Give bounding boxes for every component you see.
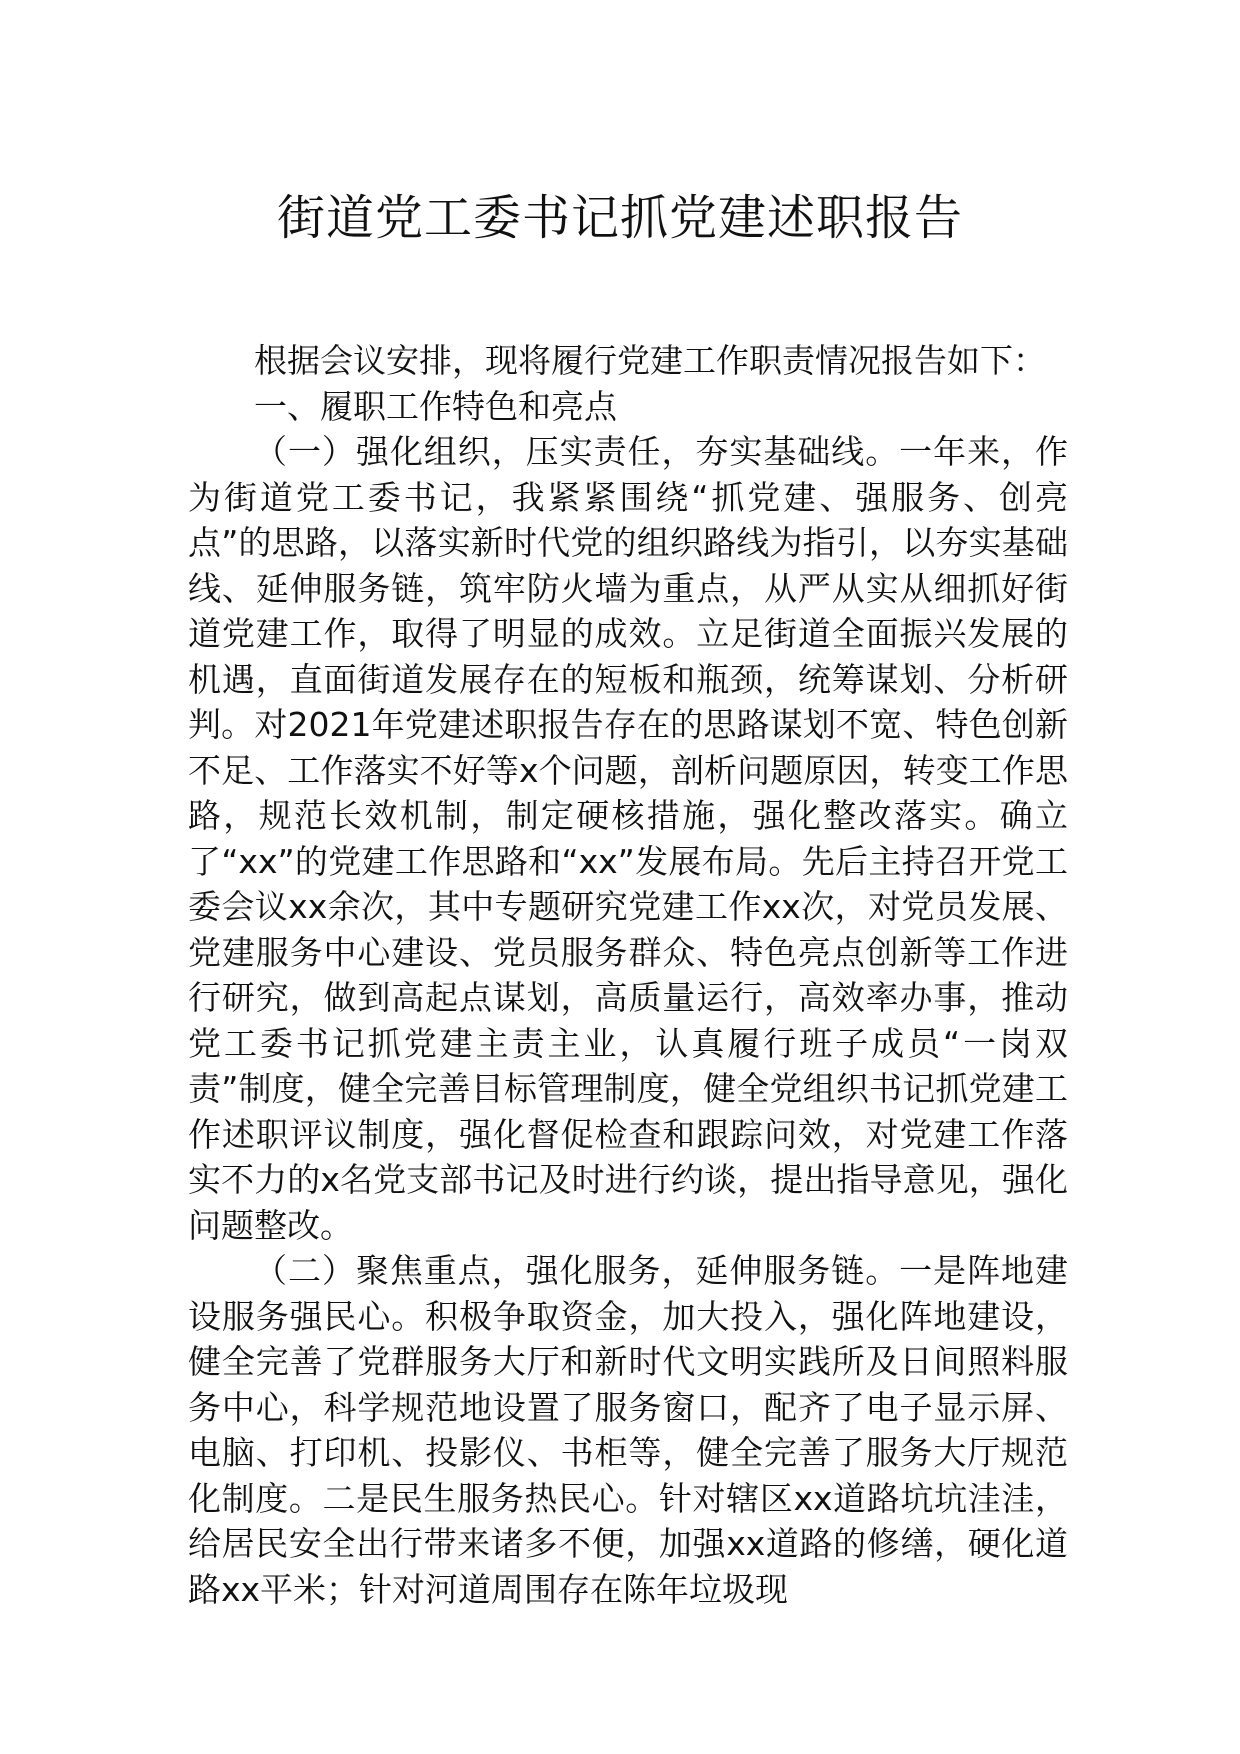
paragraph-section-2: （二）聚焦重点，强化服务，延伸服务链。一是阵地建设服务强民心。积极争取资金，加大投入，强化阵地建设，健全完善了党群服务大厅和新时代文明实践所及日间照料服务中心，科学规范地设置了服务窗口，配齐了电子显示屏、电脑、打印机、投影仪、书柜等，健全完善了服务大厅规范化制度。二是民生服务热民心。针对辖区xx道路坑坑洼洼，给居民安全出行带来诸多不便，加强xx道路的修缮，硬化道路xx平米；针对河道周围存在陈年垃圾现 [188,1251,1068,1609]
paragraph-intro: 根据会议安排，现将履行党建工作职责情况报告如下： [254,341,1046,380]
document-body [188,338,1068,1612]
section-heading: 一、履职工作特色和亮点 [254,386,617,426]
document-title: 街道党工委书记抓党建述职报告 [276,190,963,246]
paragraph-section-1: （一）强化组织，压实责任，夯实基础线。一年来，作为街道党工委书记，我紧紧围绕“抓党建、强服务、创亮点”的思路，以落实新时代党的组织路线为指引，以夯实基础线、延伸服务链，筑牢防火墙为重点，从严从实从细抓好街道党建工作，取得了明显的成效。立足街道全面振兴发展的机遇，直面街道发展存在的短板和瓶颈，统筹谋划、分析研判。对2021年党建述职报告存在的思路谋划不宽、特色创新不足、工作落实不好等x个问题，剖析问题原因，转变工作思路，规范长效机制，制定硬核措施，强化整改落实。确立了“xx”的党建工作思路和“xx”发展布局。先后主持召开党工委会议xx余次，其中专题研究党建工作xx次，对党员发展、党建服务中心建设、党员服务群众、特色亮点创新等工作进行研究，做到高起点谋划，高质量运行，高效率办事，推动党工委书记抓党建主责主业，认真履行班子成员“一岗双责”制度，健全完善目标管理制度，健全党组织书记抓党建工作述职评议制度，强化督促检查和跟踪问效，对党建工作落实不力的x名党支部书记及时进行约谈，提出指导意见，强化问题整改。 [188,432,1068,1245]
